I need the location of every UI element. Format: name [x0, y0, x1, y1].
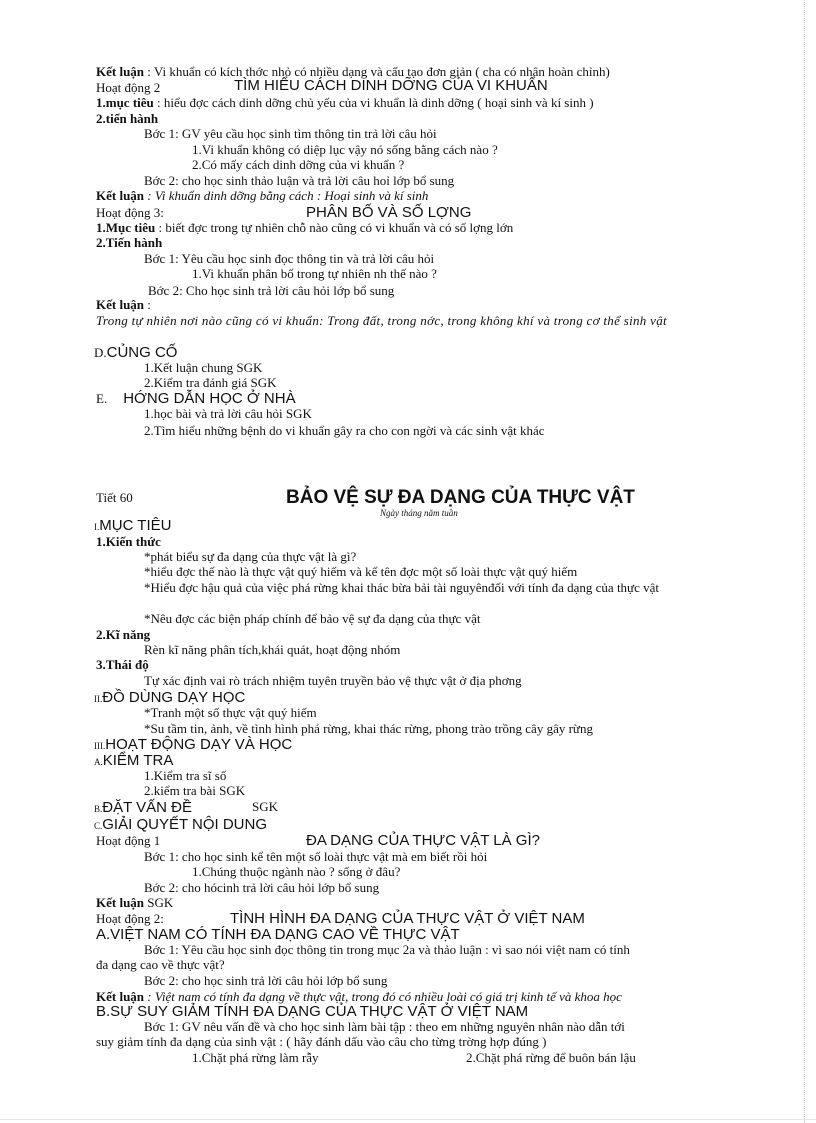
- materials-2: *Su tầm tin, ảnh, về tình hình phá rừng, khai thác rừng, phong trào trồng cây gây rừng: [144, 721, 593, 736]
- step-2: Bớc 2: cho học sinh thảo luận và trả lời câu hoỉ lớp bổ sung: [144, 173, 455, 188]
- section-d-heading: [94, 345, 177, 361]
- conclusion-2-text: : Vi khuẩn dinh dỡng bằng cách : Hoại sinh và kí sinh: [144, 188, 429, 203]
- procedure-3-label: 2.Tiến hành: [96, 235, 163, 250]
- section-3-roman: III.: [94, 741, 106, 751]
- sub-b-title: B.SỰ SUY GIẢM TÍNH ĐA DẠNG CỦA THỰC VẬT Ở VIỆT NAM: [96, 1003, 529, 1020]
- page-right-border: [804, 0, 805, 1123]
- materials-1: *Tranh một số thực vật quý hiếm: [144, 705, 317, 720]
- section-3-title: HOẠT ĐỘNG DẠY VÀ HỌC: [105, 736, 293, 753]
- conclusion-3-label: Kết luận: [96, 297, 145, 312]
- conclusion-label: Kết luận: [96, 64, 145, 79]
- conclusion-line-2: [96, 188, 428, 203]
- activity-3-title: PHÂN BỐ VÀ SỐ LỢNG: [306, 204, 472, 221]
- activity-2b-step-2: Bớc 2: cho học sinh trả lời câu hỏi lớp bổ sung: [144, 973, 388, 988]
- activity-2b-step-1: Bớc 1: Yêu cầu học sinh đọc thông tin trong mục 2a và thảo luận : vì sao nói việt nam có tính: [144, 942, 630, 957]
- activity-2-label: Hoạt động 2: [96, 80, 161, 95]
- activity-1-step-2: Bớc 2: cho hócinh trả lời câu hỏi lớp bổ sung: [144, 880, 380, 895]
- section-e-heading: [96, 391, 296, 407]
- d-item-2: 2.Kiểm tra đánh giá SGK: [144, 375, 277, 390]
- page-bottom-edge: [0, 1119, 816, 1120]
- section-2-roman: II.: [94, 694, 103, 704]
- step-1: Bớc 1: GV yêu cầu học sinh tìm thông tin trả lời câu hỏi: [144, 126, 437, 141]
- conclusion-3-colon: :: [144, 297, 151, 312]
- lesson-title: BẢO VỆ SỰ ĐA DẠNG CỦA THỰC VẬT: [286, 487, 635, 508]
- conclusion-line-3: [96, 297, 151, 312]
- procedure-label: 2.tiến hành: [96, 111, 159, 126]
- part-c-letter: C.: [94, 821, 103, 831]
- part-a-letter: A.: [94, 757, 103, 767]
- knowledge-2: *hiểu đợc thế nào là thực vật quý hiếm và kể tên đợc một số loài thực vật quý hiếm: [144, 564, 578, 579]
- section-d-title: CỦNG CỐ: [106, 344, 178, 361]
- activity-1-title: ĐA DẠNG CỦA THỰC VẬT LÀ GÌ?: [306, 832, 540, 849]
- part-b-title: ĐẶT VẤN ĐỀ: [102, 799, 193, 816]
- part-b-sgk: SGK: [252, 799, 279, 814]
- section-d-letter: D.: [94, 345, 107, 360]
- activity-1-conclusion-label: Kết luận: [96, 895, 145, 910]
- knowledge-1: *phát biểu sự đa dạng của thực vật là gì?: [144, 549, 357, 564]
- sub-b-step-1: Bớc 1: GV nêu vấn đề và cho học sinh làm bài tập : theo em những nguyên nhân nào dẫn tới: [144, 1019, 625, 1034]
- activity-1-conclusion: [96, 895, 173, 910]
- activity-2b-conclusion-label: Kết luận: [96, 989, 145, 1004]
- section-e-letter: E.: [96, 391, 108, 406]
- conclusion-2-label: Kết luận: [96, 188, 145, 203]
- activity-2b-conclusion: [96, 989, 622, 1004]
- date-line: Ngày tháng năm tuần: [380, 508, 458, 518]
- skills-label: 2.Kĩ năng: [96, 627, 151, 642]
- activity-3-label: Hoạt động 3:: [96, 205, 164, 220]
- objective-line: [96, 95, 594, 110]
- section-1-title: MỤC TIÊU: [99, 517, 172, 534]
- part-b-heading: [94, 800, 192, 817]
- e-item-1: 1.học bài và trả lời câu hỏi SGK: [144, 406, 312, 421]
- option-2: 2.Chặt phá rừng để buôn bán lậu: [466, 1050, 636, 1065]
- d-item-1: 1.Kết luận chung SGK: [144, 360, 263, 375]
- part-c-title: GIẢI QUYẾT NỘI DUNG: [102, 816, 268, 833]
- objective-3-line: [96, 220, 513, 235]
- part-a-title: KIỂM TRA: [102, 752, 174, 769]
- question-2: 2.Có mấy cách dinh dỡng của vi khuẩn ?: [192, 157, 405, 172]
- a-item-1: 1.Kiểm tra sĩ số: [144, 768, 227, 783]
- option-1: 1.Chặt phá rừng làm rẫy: [192, 1050, 319, 1065]
- lesson-number: Tiết 60: [96, 490, 133, 505]
- conclusion-text: : Vi khuẩn có kích thớc nhỏ có nhiều dạng và cấu tạo đơn giản ( cha có nhân hoàn chỉnh): [144, 64, 610, 79]
- activity-1-conclusion-text: SGK: [144, 895, 174, 910]
- part-b-letter: B.: [94, 804, 103, 814]
- section-1-heading: [94, 518, 171, 535]
- activity-1-question: 1.Chúng thuộc ngành nào ? sống ở đâu?: [192, 864, 401, 879]
- activity-1-label: Hoạt động 1: [96, 833, 161, 848]
- step-3-2: Bớc 2: Cho học sinh trả lời câu hỏi lớp bổ sung: [148, 283, 395, 298]
- step-3-1: Bớc 1: Yêu cầu học sinh đọc thông tin và trả lời câu hỏi: [144, 251, 435, 266]
- section-1-roman: I.: [94, 522, 100, 532]
- question-1: 1.Vi khuẩn không có diệp lục vậy nó sống bằng cách nào ?: [192, 142, 498, 157]
- knowledge-4: *Nêu đợc các biện pháp chính để bảo vệ sự đa dạng của thực vật: [144, 611, 481, 626]
- knowledge-label: 1.Kiến thức: [96, 534, 161, 549]
- conclusion-3-text: Trong tự nhiên nơi nào cũng có vi khuẩn: Trong đất, trong nớc, trong không khí và trong cơ thể sinh vật: [96, 313, 667, 328]
- activity-2b-conclusion-text: : Việt nam có tính đa dạng về thực vật, trong đó có nhiều loài có giá trị kinh tế và khoa học: [144, 989, 622, 1004]
- sub-a-title: A.VIỆT NAM CÓ TÍNH ĐA DẠNG CAO VỀ THỰC VẬT: [96, 926, 460, 943]
- objective-text: : hiểu đợc cách dinh dỡng chủ yếu của vi khuẩn là dinh dỡng ( hoại sinh và kí sinh ): [153, 95, 594, 110]
- part-c-heading: [94, 817, 267, 834]
- question-3: 1.Vi khuẩn phân bố trong tự nhiên nh thế nào ?: [192, 266, 437, 281]
- e-item-2: 2.Tìm hiểu những bệnh do vi khuẩn gây ra cho con ngời và các sinh vật khác: [144, 423, 545, 438]
- skills-1: Rèn kĩ năng phân tích,khái quát, hoạt động nhóm: [144, 642, 401, 657]
- activity-2b-title: TÌNH HÌNH ĐA DẠNG CỦA THỰC VẬT Ở VIỆT NAM: [230, 910, 585, 927]
- sub-b-step-1-cont: suy giảm tính đa dạng của sinh vật : ( hãy đánh dấu vào câu cho từng trờng hợp đúng ): [96, 1034, 547, 1049]
- activity-1-step-1: Bớc 1: cho học sinh kể tên một số loài thực vật mà em biết rồi hỏi: [144, 849, 488, 864]
- objective-3-text: : biết đợc trong tự nhiên chỗ nào cũng có vi khuẩn và có số lợng lớn: [155, 220, 514, 235]
- activity-2b-label: Hoạt động 2:: [96, 911, 164, 926]
- knowledge-3: *Hiểu đợc hậu quả của việc phá rừng khai thác bừa bải tài nguyênđối với tính đa dạng của thực vật: [144, 580, 659, 595]
- activity-2b-step-1-cont: đa dạng cao về thực vật?: [96, 957, 225, 972]
- section-e-title: HỚNG DẪN HỌC Ở NHÀ: [123, 390, 296, 407]
- activity-2-title: TÌM HIỂU CÁCH DINH DỠNG CỦA VI KHUẨN: [234, 77, 548, 94]
- a-item-2: 2.kiểm tra bài SGK: [144, 783, 246, 798]
- objective-3-label: 1.Mục tiêu: [96, 220, 156, 235]
- attitude-label: 3.Thái độ: [96, 657, 149, 672]
- objective-label: 1.mục tiêu: [96, 95, 154, 110]
- attitude-1: Tự xác định vai rò trách nhiệm tuyên truyền bảo vệ thực vật ở địa phơng: [144, 673, 522, 688]
- section-2-title: ĐỒ DÙNG DẠY HỌC: [102, 689, 246, 706]
